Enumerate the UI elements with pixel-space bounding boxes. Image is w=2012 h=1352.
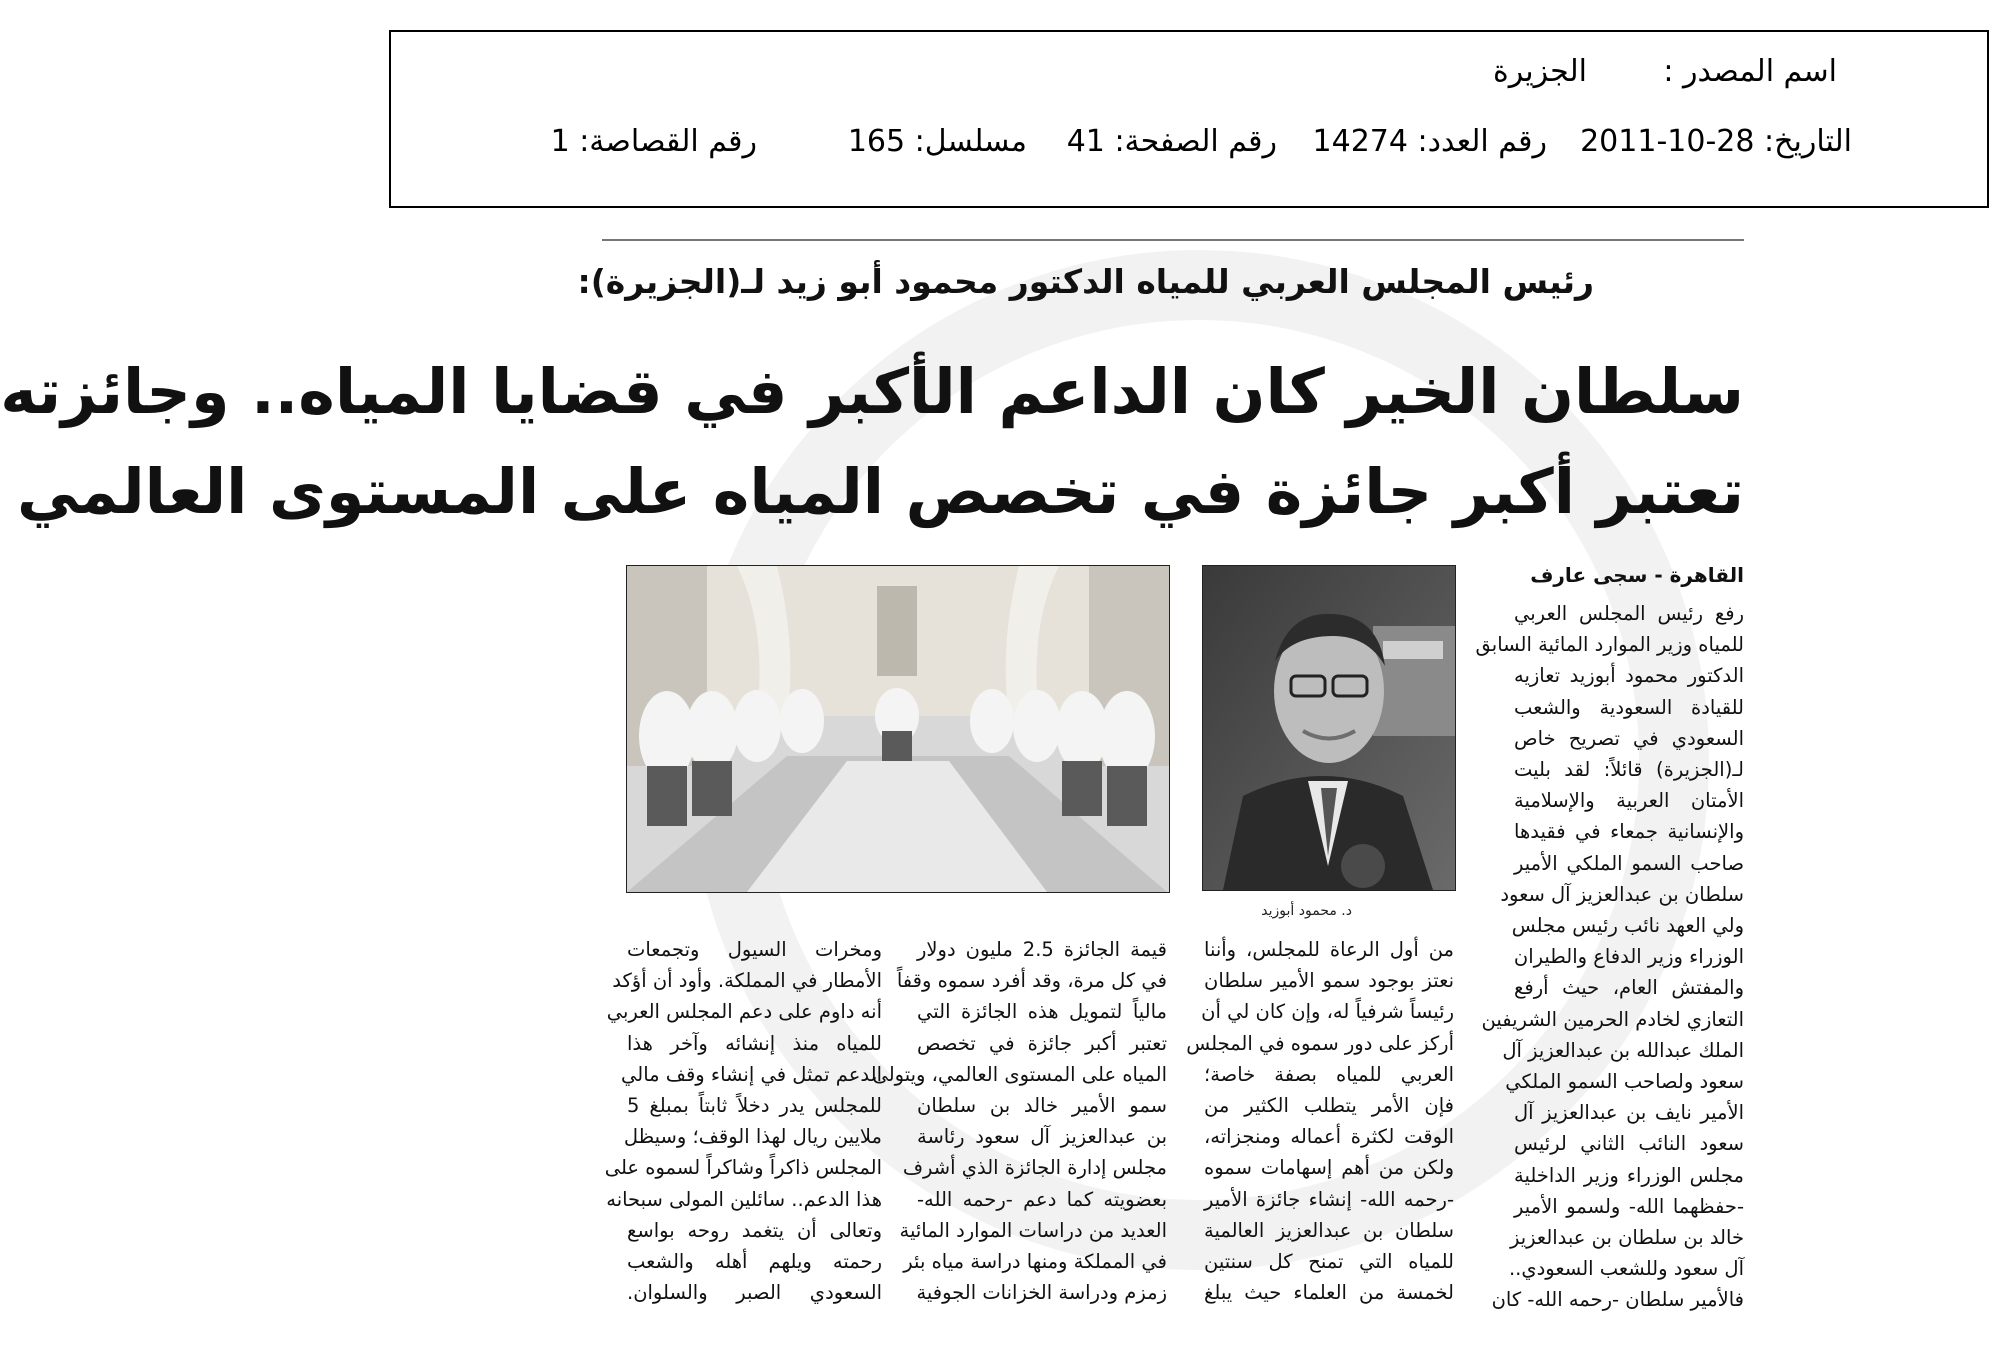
column-line: قيمة الجائزة 2.5 مليون دولار [917, 938, 1168, 961]
column-line: سعود ولصاحب السمو الملكي [1505, 1070, 1744, 1094]
column-line: أنه داوم على دعم المجلس العربي [606, 1000, 882, 1024]
column-line: مجلس الوزراء وزير الداخلية [1514, 1163, 1744, 1187]
article-column-4 [604, 934, 882, 1308]
serial-number: مسلسل: 165 [847, 124, 1027, 159]
source-label: اسم المصدر : [1663, 54, 1837, 89]
byline: القاهرة - سجى عارف [1530, 563, 1744, 587]
column-line: مالياً لتمويل هذه الجائزة التي [917, 1000, 1167, 1024]
clip-number: رقم القصاصة: 1 [550, 124, 757, 159]
column-line: رحمته ويلهم أهله والشعب [627, 1250, 882, 1274]
column-line: سلطان بن عبدالعزيز العالمية [1204, 1218, 1454, 1242]
column-line: الملك عبدالله بن عبدالعزيز آل [1502, 1038, 1744, 1062]
column-line: خالد بن سلطان بن عبدالعزيز [1509, 1226, 1744, 1250]
date-field: التاريخ: 28-10-2011 [1580, 124, 1852, 159]
column-line: للمجلس يدر دخلاً ثابتاً بمبلغ 5 [627, 1094, 882, 1118]
column-line: المياه على المستوى العالمي، ويتولى [872, 1062, 1167, 1086]
portrait-photo [1202, 565, 1456, 891]
column-line: لـ(الجزيرة) قائلاً: لقد بليت [1514, 758, 1744, 782]
column-line: -حفظهما الله- ولسمو الأمير [1514, 1194, 1744, 1218]
issue-number: رقم العدد: 14274 [1312, 124, 1547, 159]
column-line: السعودي في تصريح خاص [1514, 726, 1744, 750]
column-line: والإنسانية جمعاء في فقيدها [1514, 820, 1744, 844]
column-line: الأمير نايف بن عبدالعزيز آل [1514, 1101, 1744, 1125]
column-line: للمياه التي تمنح كل سنتين [1204, 1250, 1454, 1274]
column-line: فإن الأمر يتطلب الكثير من [1204, 1094, 1454, 1118]
column-line: لخمسة من العلماء حيث يبلغ [1204, 1281, 1454, 1305]
column-line: السعودي الصبر والسلوان. [627, 1281, 882, 1305]
column-line: المجلس ذاكراً وشاكراً لسموه على [604, 1156, 882, 1180]
column-line: للقيادة السعودية والشعب [1514, 695, 1744, 719]
column-line: في المملكة ومنها دراسة مياه بئر [903, 1250, 1167, 1274]
article-column-3 [872, 934, 1168, 1308]
headline-line-2: تعتبر أكبر جائزة في تخصص المياه على المستوى العالمي [17, 455, 1744, 528]
column-line: سعود النائب الثاني لرئيس [1514, 1132, 1744, 1156]
column-line: للمياه منذ إنشائه وآخر هذا [627, 1031, 882, 1055]
source-metadata-box [389, 30, 1989, 208]
column-line: الوزراء وزير الدفاع والطيران [1513, 945, 1744, 969]
column-line: فالأمير سلطان -رحمه الله- كان [1491, 1288, 1744, 1312]
column-line: ومخرات السيول وتجمعات [627, 938, 882, 961]
source-value: الجزيرة [1492, 54, 1587, 89]
column-line: الدعم تمثل في إنشاء وقف مالي [621, 1062, 882, 1086]
column-line: رئيساً شرفياً له، وإن كان لي أن [1201, 1000, 1454, 1024]
column-line: تعتبر أكبر جائزة في تخصص [917, 1031, 1167, 1055]
column-line: هذا الدعم.. سائلين المولى سبحانه [606, 1187, 882, 1211]
column-line: في كل مرة، وقد أفرد سموه وقفاً [896, 969, 1167, 993]
headline-line-1: سلطان الخير كان الداعم الأكبر في قضايا المياه.. وجائزته [0, 355, 1744, 428]
column-line: العديد من دراسات الموارد المائية [899, 1218, 1167, 1242]
column-line: آل سعود وللشعب السعودي.. [1508, 1257, 1744, 1281]
column-line: العربي للمياه بصفة خاصة؛ [1204, 1062, 1454, 1086]
column-line: زمزم ودراسة الخزانات الجوفية [916, 1281, 1167, 1305]
article-column-2 [1186, 934, 1454, 1308]
meeting-photo [626, 565, 1170, 893]
column-line: أركز على دور سموه في المجلس [1186, 1031, 1454, 1055]
column-line: والمفتش العام، حيث أرفع [1514, 976, 1744, 1000]
column-line: -رحمه الله- إنشاء جائزة الأمير [1204, 1187, 1454, 1211]
column-line: ولكن من أهم إسهامات سموه [1204, 1156, 1454, 1180]
column-line: ملايين ريال لهذا الوقف؛ وسيظل [623, 1125, 882, 1149]
column-line: وتعالى أن يتغمد روحه بواسع [627, 1218, 882, 1242]
column-line: سلطان بن عبدالعزيز آل سعود [1500, 882, 1744, 906]
clipping-top-rule [602, 239, 1744, 241]
column-line: للمياه وزير الموارد المائية السابق [1475, 633, 1744, 657]
column-line: مجلس إدارة الجائزة الذي أشرف [902, 1156, 1167, 1180]
column-line: من أول الرعاة للمجلس، وأننا [1204, 938, 1454, 961]
column-line: الدكتور محمود أبوزيد تعازيه [1514, 664, 1744, 688]
column-line: الأمطار في المملكة. وأود أن أؤكد [612, 969, 882, 993]
article-column-1 [1475, 598, 1744, 1316]
column-line: نعتز بوجود سمو الأمير سلطان [1204, 969, 1454, 993]
column-line: الأمتان العربية والإسلامية [1514, 789, 1744, 813]
page-number: رقم الصفحة: 41 [1066, 124, 1277, 159]
column-line: صاحب السمو الملكي الأمير [1514, 851, 1744, 875]
column-line: الوقت لكثرة أعماله ومنجزاته، [1204, 1125, 1454, 1149]
column-line: سمو الأمير خالد بن سلطان [917, 1094, 1167, 1118]
column-line: بن عبدالعزيز آل سعود رئاسة [917, 1125, 1167, 1149]
article-kicker: رئيس المجلس العربي للمياه الدكتور محمود أبو زيد لـ(الجزيرة): [577, 262, 1594, 301]
column-line: التعازي لخادم الحرمين الشريفين [1481, 1007, 1744, 1031]
column-line: ولي العهد نائب رئيس مجلس [1511, 914, 1744, 938]
column-line: بعضويته كما دعم -رحمه الله- [917, 1187, 1167, 1211]
photo-caption: د. محمود أبوزيد [1261, 903, 1352, 919]
column-line: رفع رئيس المجلس العربي [1514, 602, 1744, 625]
